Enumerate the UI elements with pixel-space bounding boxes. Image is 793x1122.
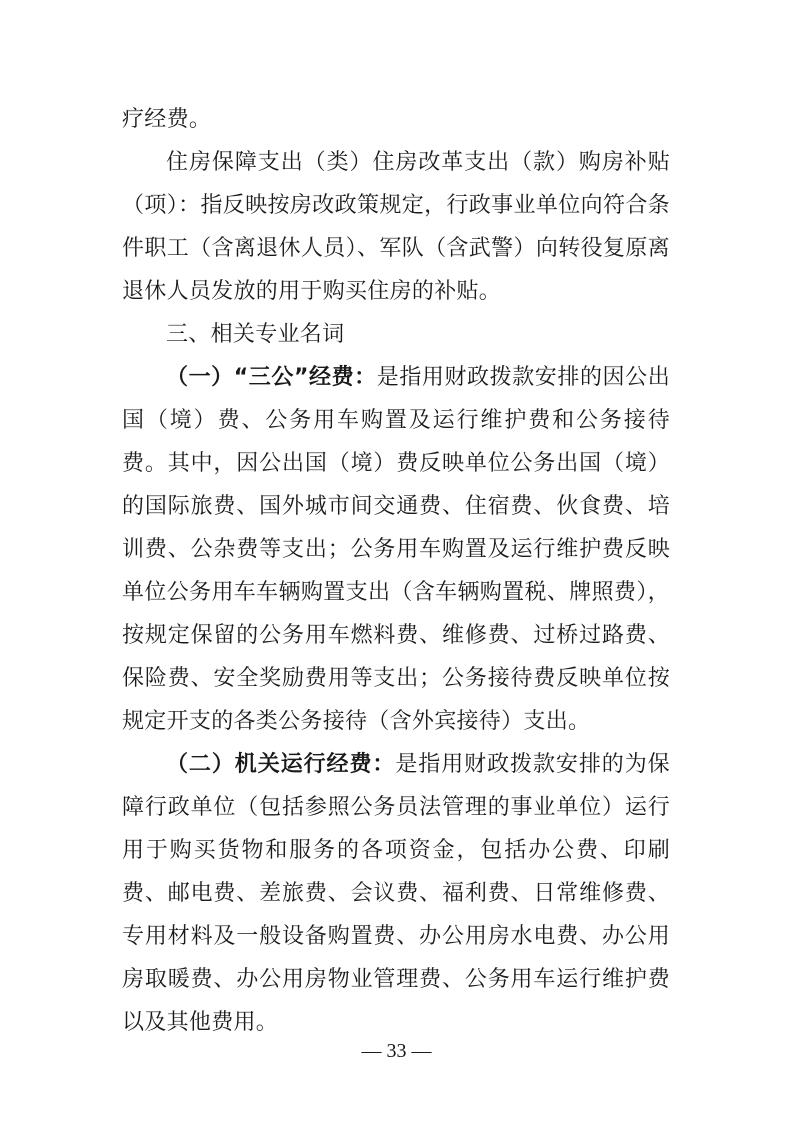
- paragraph-agency-operating-expenses: [122, 743, 670, 1044]
- definition-three-public-expenses: 是指用财政拨款安排的因公出国（境）费、公务用车购置及运行维护费和公务接待费。其中，因公出国（境）费反映单位公务出国（境）的国际旅费、国外城市间交通费、住宿费、伙食费、培训费、公杂费等支出；公务用车购置及运行维护费反映单位公务用车车辆购置支出（含车辆购置税、牌照费），按规定保留的公务用车燃料费、维修费、过桥过路费、保险费、安全奖励费用等支出；公务接待费反映单位按规定开支的各类公务接待（含外宾接待）支出。: [122, 365, 671, 734]
- term-three-public-expenses: （一）“三公”经费：: [166, 365, 377, 390]
- definition-agency-operating-expenses: 是指用财政拨款安排的为保障行政单位（包括参照公务员法管理的事业单位）运行用于购买货物和服务的各项资金，包括办公费、印刷费、邮电费、差旅费、会议费、福利费、日常维修费、专用材料及一般设备购置费、办公用房水电费、办公用房取暖费、办公用房物业管理费、公务用车运行维护费以及其他费用。: [122, 752, 670, 1035]
- paragraph-continuation: 疗经费。: [122, 107, 212, 132]
- body-text: [122, 98, 670, 1044]
- term-agency-operating-expenses: （二）机关运行经费：: [166, 752, 396, 777]
- page-number: — 33 —: [361, 1040, 432, 1062]
- paragraph-housing-subsidy: 住房保障支出（类）住房改革支出（款）购房补贴（项）：指反映按房改政策规定，行政事业单位向符合条件职工（含离退休人员）、军队（含武警）向转役复原离退休人员发放的用于购买住房的补贴。: [122, 150, 670, 304]
- paragraph-three-public-expenses: [122, 356, 670, 743]
- section-heading: 三、相关专业名词: [166, 322, 345, 347]
